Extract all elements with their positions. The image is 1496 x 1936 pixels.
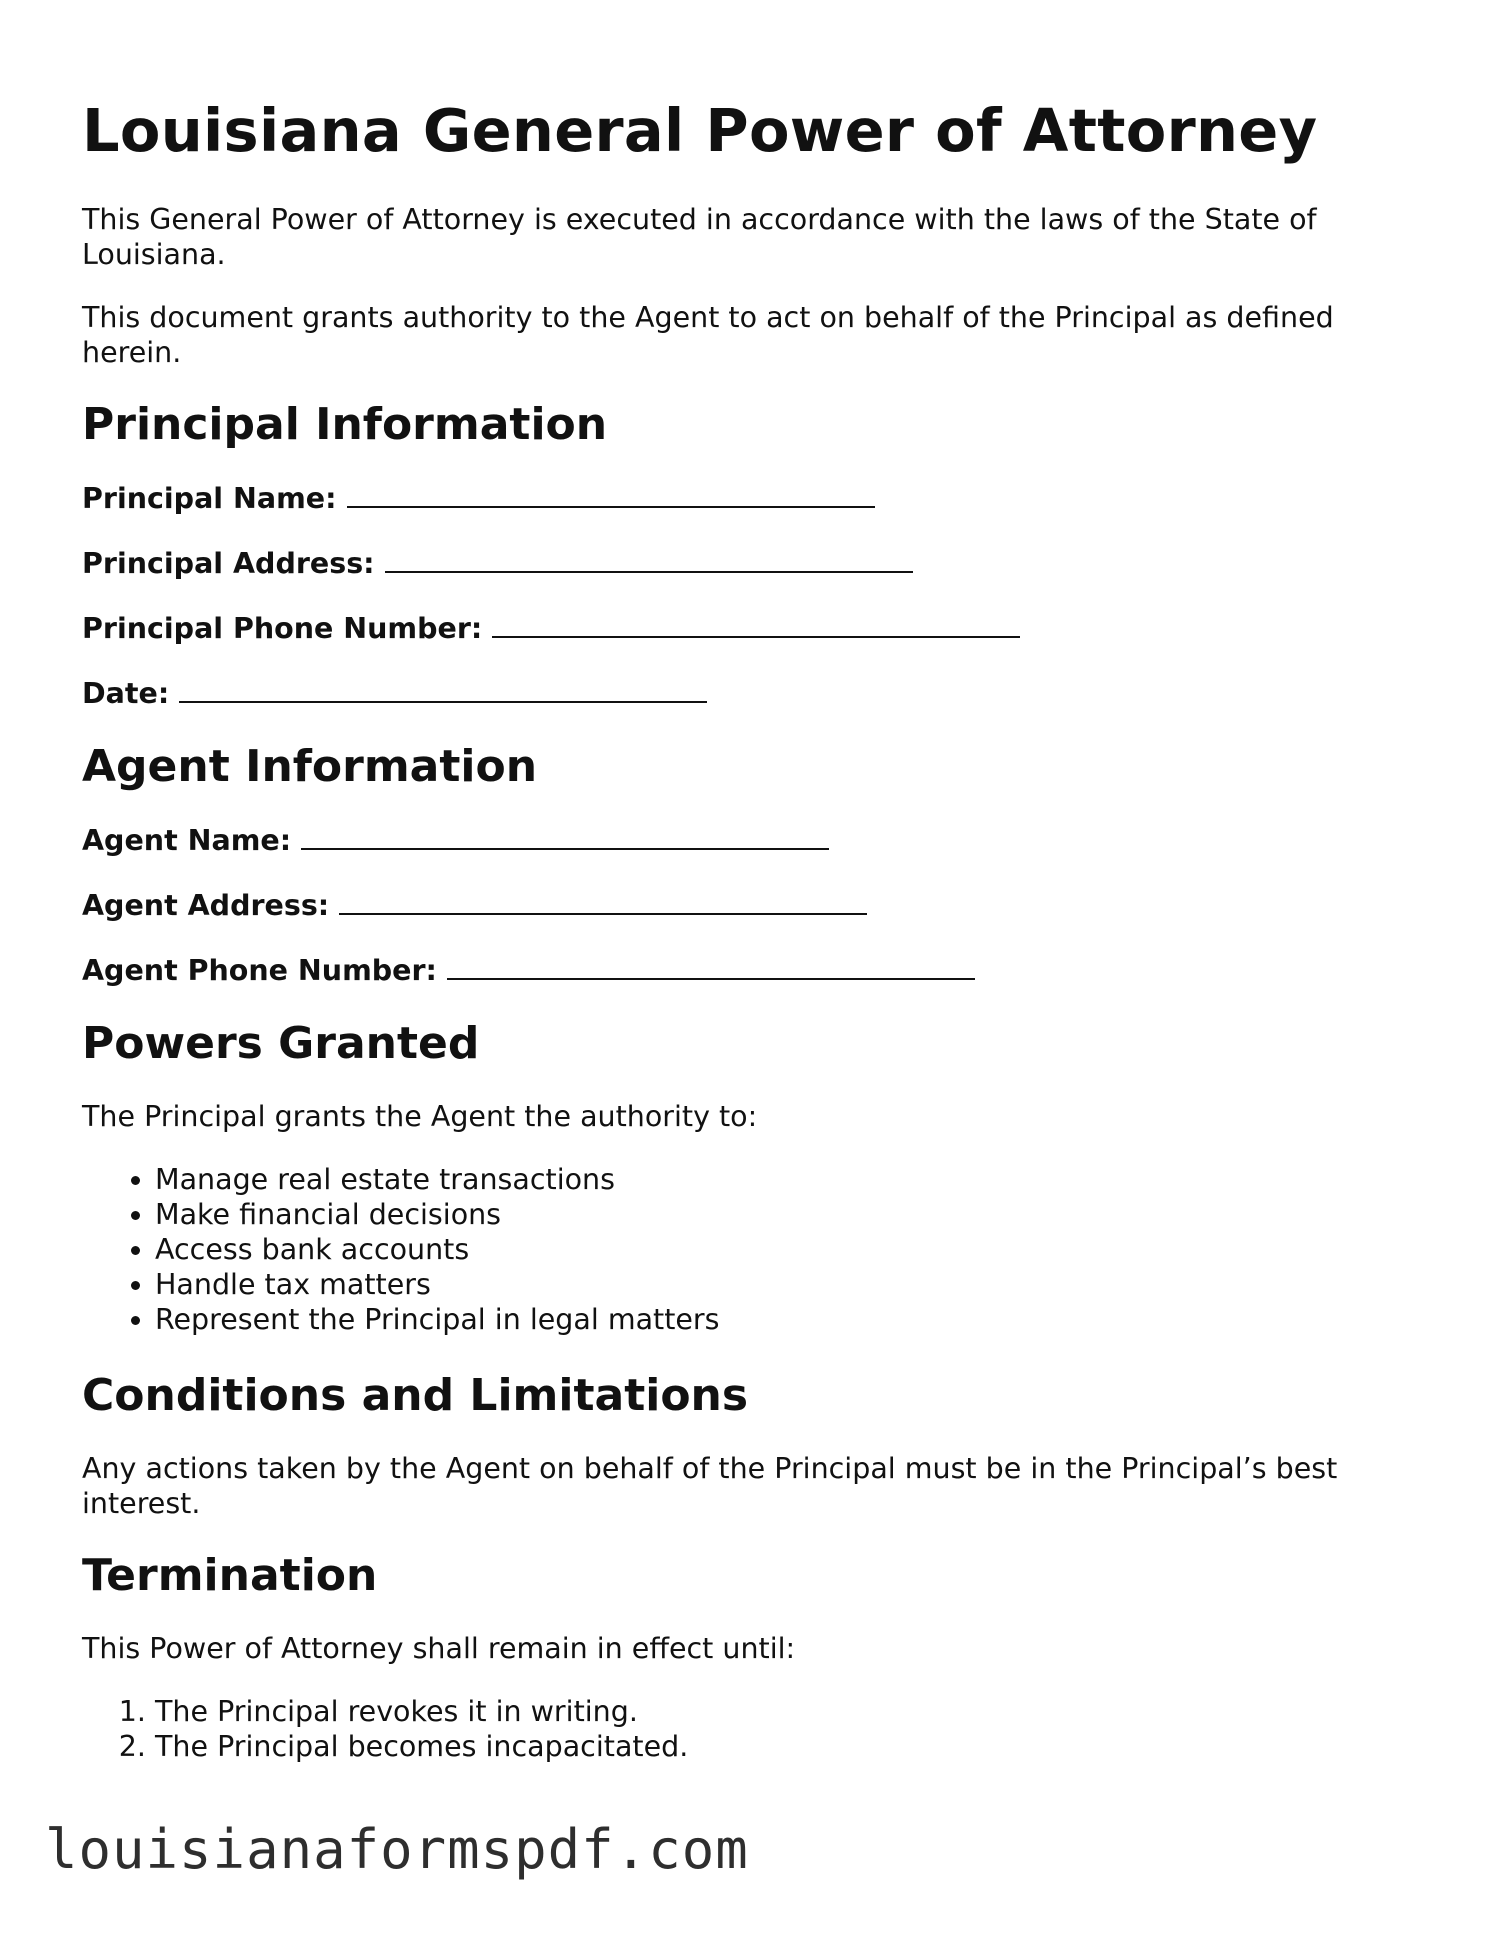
termination-list: [82, 1694, 1422, 1764]
document-page: [82, 96, 1422, 1796]
intro-paragraph-1: This General Power of Attorney is executed in accordance with the laws of the State of Louisiana.: [82, 203, 1317, 271]
date-field: [82, 675, 1422, 711]
principal-phone-label: Principal Phone Number:: [82, 612, 483, 645]
conditions-text: Any actions taken by the Agent on behalf of the Principal must be in the Principal’s best interest.: [82, 1452, 1338, 1520]
principal-address-blank[interactable]: [385, 545, 913, 573]
principal-heading: Principal Information: [82, 399, 608, 450]
date-label: Date:: [82, 677, 170, 710]
agent-phone-blank[interactable]: [447, 952, 975, 980]
principal-phone-blank[interactable]: [492, 610, 1020, 638]
list-item: 1. The Principal revokes it in writing.: [155, 1694, 1422, 1729]
list-item: • Make financial decisions: [155, 1197, 1422, 1232]
conditions-heading: Conditions and Limitations: [82, 1370, 749, 1421]
principal-address-field: [82, 545, 1422, 581]
principal-name-blank[interactable]: [347, 480, 875, 508]
principal-phone-field: [82, 610, 1422, 646]
powers-list: [82, 1162, 1422, 1337]
termination-heading: Termination: [82, 1550, 378, 1601]
document-title: Louisiana General Power of Attorney: [82, 96, 1318, 165]
list-item: • Access bank accounts: [155, 1232, 1422, 1267]
agent-address-label: Agent Address:: [82, 889, 330, 922]
principal-name-field: [82, 480, 1422, 516]
termination-intro: This Power of Attorney shall remain in effect until:: [82, 1632, 796, 1665]
powers-heading: Powers Granted: [82, 1018, 480, 1069]
date-blank[interactable]: [179, 675, 707, 703]
agent-phone-label: Agent Phone Number:: [82, 954, 437, 987]
powers-intro: The Principal grants the Agent the authority to:: [82, 1100, 758, 1133]
list-item: 2. The Principal becomes incapacitated.: [155, 1729, 1422, 1764]
list-item: • Handle tax matters: [155, 1267, 1422, 1302]
agent-name-field: [82, 822, 1422, 858]
agent-name-blank[interactable]: [301, 822, 829, 850]
list-item: • Represent the Principal in legal matters: [155, 1302, 1422, 1337]
agent-heading: Agent Information: [82, 741, 538, 792]
principal-address-label: Principal Address:: [82, 547, 375, 580]
intro-paragraph-2: This document grants authority to the Agent to act on behalf of the Principal as defined herein.: [82, 301, 1334, 369]
watermark: louisianaformspdf.com: [45, 1820, 755, 1880]
list-item: • Manage real estate transactions: [155, 1162, 1422, 1197]
agent-name-label: Agent Name:: [82, 824, 292, 857]
agent-address-field: [82, 887, 1422, 923]
agent-phone-field: [82, 952, 1422, 988]
agent-address-blank[interactable]: [339, 887, 867, 915]
principal-name-label: Principal Name:: [82, 482, 337, 515]
